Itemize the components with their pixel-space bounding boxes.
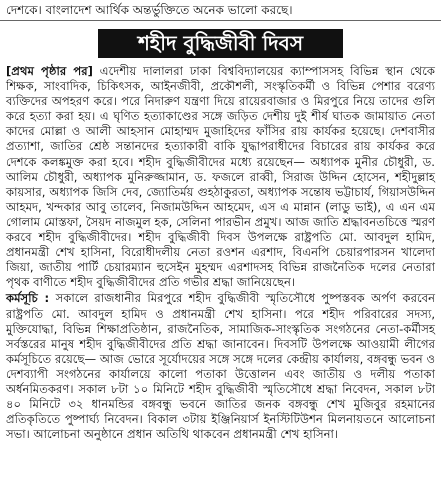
program-paragraph xyxy=(6,291,435,442)
headline-banner xyxy=(0,21,441,58)
continued-from-label: [প্রথম পৃষ্ঠার পর] xyxy=(6,64,93,78)
program-text: সকালে রাজধানীর মিরপুরে শহীদ বুদ্ধিজীবী স্মৃতিসৌধে পুষ্পস্তবক অর্পণ করবেন রাষ্ট্রপতি মো. আবদুল হামিদ ও প্রধানমন্ত্রী শেখ হাসিনা। পরে শহীদ পরিবারের সদস্য, মুক্তিযোদ্ধা, বিভিন্ন শিক্ষাপ্রতিষ্ঠান, রাজনৈতিক, সামাজিক-সাংস্কৃতিক সংগঠনের নেতা-কর্মীসহ সর্বস্তরের মানুষ শহীদ বুদ্ধিজীবীদের প্রতি শ্রদ্ধা জানাবেন। দিবসটি উপলক্ষে আওয়ামী লীগের কর্মসূচিতে রয়েছে— আজ ভোরে সূর্যোদয়ের সঙ্গে সঙ্গে দলের কেন্দ্রীয় কার্যালয়, বঙ্গবন্ধু ভবন ও দেশব্যাপী সংগঠনের কার্যালয়ে কালো পতাকা উত্তোলন এবং জাতীয় ও দলীয় পতাকা অর্ধনমিতকরণ। সকাল ৮টা ১০ মিনিটে শহীদ বুদ্ধিজীবী স্মৃতিসৌধে শ্রদ্ধা নিবেদন, সকাল ৮টা ৪০ মিনিটে ৩২ ধানমন্ডির বঙ্গবন্ধু ভবনে জাতির জনক বঙ্গবন্ধু শেখ মুজিবুর রহমানের প্রতিকৃতিতে পুষ্পার্ঘ্য নিবেদন। বিকাল ৩টায় ইঞ্জিনিয়ার্স ইনস্টিটিউশন মিলনায়তনে আলোচনা সভা। আলোচনা অনুষ্ঠানে প্রধান অতিথি থাকবেন প্রধানমন্ত্রী শেখ হাসিনা। xyxy=(6,291,435,442)
previous-article-fragment: দেশকে। বাংলাদেশ আর্থিক অন্তর্ভুক্তিতে অনেক ভালো করছে। xyxy=(0,0,441,21)
paragraph-text: এদেশীয় দালালরা ঢাকা বিশ্ববিদ্যালয়ের ক্যাম্পাসসহ বিভিন্ন স্থান থেকে শিক্ষক, সাংবাদিক, চিকিৎসক, আইনজীবী, প্রকৌশলী, সংস্কৃতিকর্মী ও বিভিন্ন পেশার বরেণ্য ব্যক্তিদের অপহরণ করে। পরে নিদারুণ যন্ত্রণা দিয়ে রায়েরবাজার ও মিরপুরে নিয়ে তাদের গুলি করে হত্যা করা হয়। এ ঘৃণিত হত্যাকাণ্ডের সঙ্গে জড়িত দেশীয় দুই শীর্ষ ঘাতক জামায়াত নেতা কাদের মোল্লা ও আলী আহসান মোহাম্মদ মুজাহিদের ফাঁসির রায় কার্যকর হয়েছে। দেশবাসীর প্রত্যাশা, জাতির শ্রেষ্ঠ সন্তানদের হত্যাকারী বাকি যুদ্ধাপরাধীদের বিচারের রায় কার্যকর করে দেশকে কলঙ্কমুক্ত করা হবে। শহীদ বুদ্ধিজীবীদের মধ্যে রয়েছেন— অধ্যাপক মুনীর চৌধুরী, ড. আলিম চৌধুরী, অধ্যাপক মুনিরুজ্জামান, ড. ফজলে রাব্বী, সিরাজ উদ্দিন হোসেন, শহীদুল্লাহ কায়সার, অধ্যাপক জিসি দেব, জ্যোতির্ময় গুহঠাকুরতা, অধ্যাপক সন্তোষ ভট্টাচার্য, গিয়াসউদ্দিন আহমদ, খন্দকার আবু তালেব, নিজামউদ্দিন আহমেদ, এস এ মান্নান (লাডু ভাই), এ এন এম গোলাম মোস্তফা, সৈয়দ নাজমুল হক, সেলিনা পারভীন প্রমুখ। আজ জাতি শ্রদ্ধাবনতচিত্তে স্মরণ করবে শহীদ বুদ্ধিজীবীদের। শহীদ বুদ্ধিজীবী দিবস উপলক্ষে রাষ্ট্রপতি মো. আবদুল হামিদ, প্রধানমন্ত্রী শেখ হাসিনা, বিরোধীদলীয় নেতা রওশন এরশাদ, বিএনপি চেয়ারপারসন খালেদা জিয়া, জাতীয় পার্টি চেয়ারম্যান হুসেইন মুহম্মদ এরশাদসহ বিভিন্ন রাজনৈতিক দলের নেতারা পৃথক বাণীতে শহীদ বুদ্ধিজীবীদের প্রতি গভীর শ্রদ্ধা জানিয়েছেন। xyxy=(6,64,435,290)
program-label: কর্মসূচি : xyxy=(6,291,50,306)
headline: শহীদ বুদ্ধিজীবী দিবস xyxy=(98,29,343,58)
article-paragraph xyxy=(6,64,435,290)
article-body xyxy=(0,58,441,442)
